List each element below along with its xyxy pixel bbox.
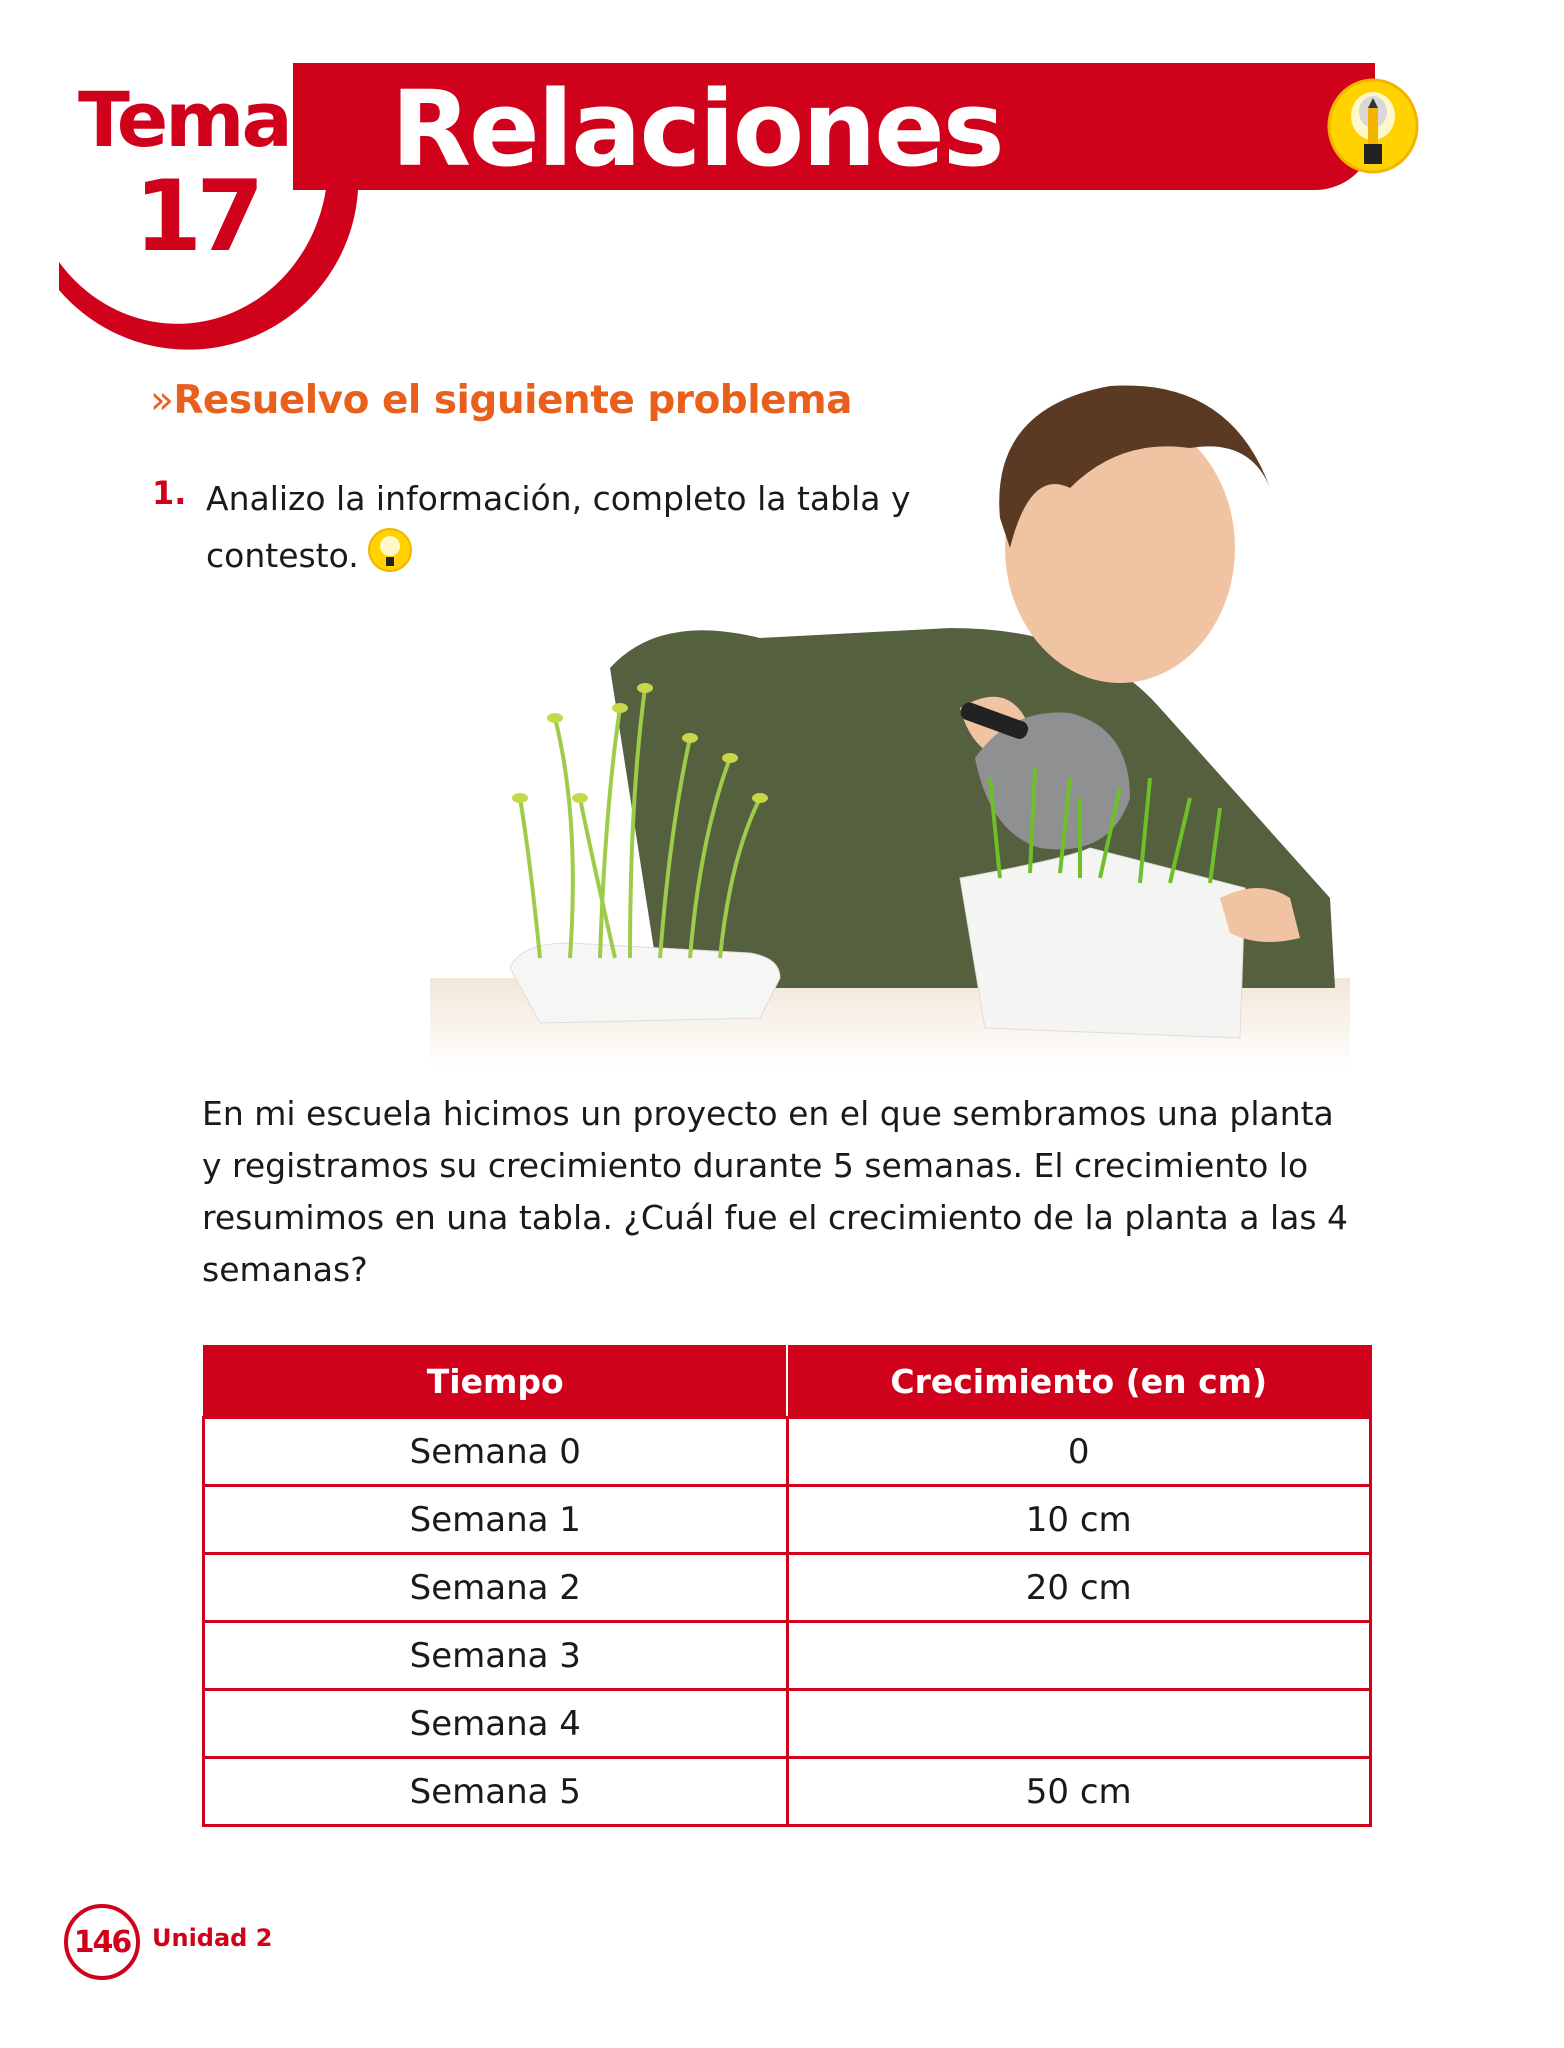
cell-growth-blank[interactable] — [787, 1690, 1371, 1758]
tema-number: 17 — [134, 160, 259, 274]
table-row — [204, 1758, 1371, 1826]
table-header-row — [204, 1346, 1371, 1418]
cell-time: Semana 5 — [204, 1758, 788, 1826]
cell-growth: 50 cm — [787, 1758, 1371, 1826]
table-row — [204, 1690, 1371, 1758]
section-heading-text: Resuelvo el siguiente problema — [173, 378, 852, 423]
table-row — [204, 1486, 1371, 1554]
cell-time: Semana 1 — [204, 1486, 788, 1554]
table-row — [204, 1622, 1371, 1690]
tema-label: Tema — [78, 75, 290, 164]
lightbulb-pencil-icon — [1326, 78, 1420, 174]
section-marker: » — [150, 378, 174, 423]
table-row — [204, 1418, 1371, 1486]
lightbulb-icon — [367, 527, 413, 573]
cell-growth-blank[interactable] — [787, 1622, 1371, 1690]
cell-time: Semana 3 — [204, 1622, 788, 1690]
page-number: 146 — [64, 1904, 140, 1980]
cell-growth: 10 cm — [787, 1486, 1371, 1554]
cell-time: Semana 0 — [204, 1418, 788, 1486]
header-tiempo: Tiempo — [204, 1346, 788, 1418]
page-title: Relaciones — [391, 68, 1003, 190]
table-row — [204, 1554, 1371, 1622]
header-crecimiento: Crecimiento (en cm) — [787, 1346, 1371, 1418]
cell-growth: 20 cm — [787, 1554, 1371, 1622]
cell-time: Semana 4 — [204, 1690, 788, 1758]
problem-text: En mi escuela hicimos un proyecto en el que sembramos una planta y registramos su crecimiento durante 5 semanas. El crecimiento lo resumimos en una tabla. ¿Cuál fue el crecimiento de la planta a las 4 semanas? — [202, 1094, 1349, 1289]
exercise-instruction-text: Analizo la información, completo la tabla y contesto. — [206, 479, 911, 575]
growth-table — [202, 1345, 1372, 1827]
cell-growth: 0 — [787, 1418, 1371, 1486]
boy-watering-plants-photo — [430, 378, 1350, 1068]
cell-time: Semana 2 — [204, 1554, 788, 1622]
unit-label: Unidad 2 — [152, 1924, 273, 1952]
exercise-number: 1. — [152, 474, 187, 512]
